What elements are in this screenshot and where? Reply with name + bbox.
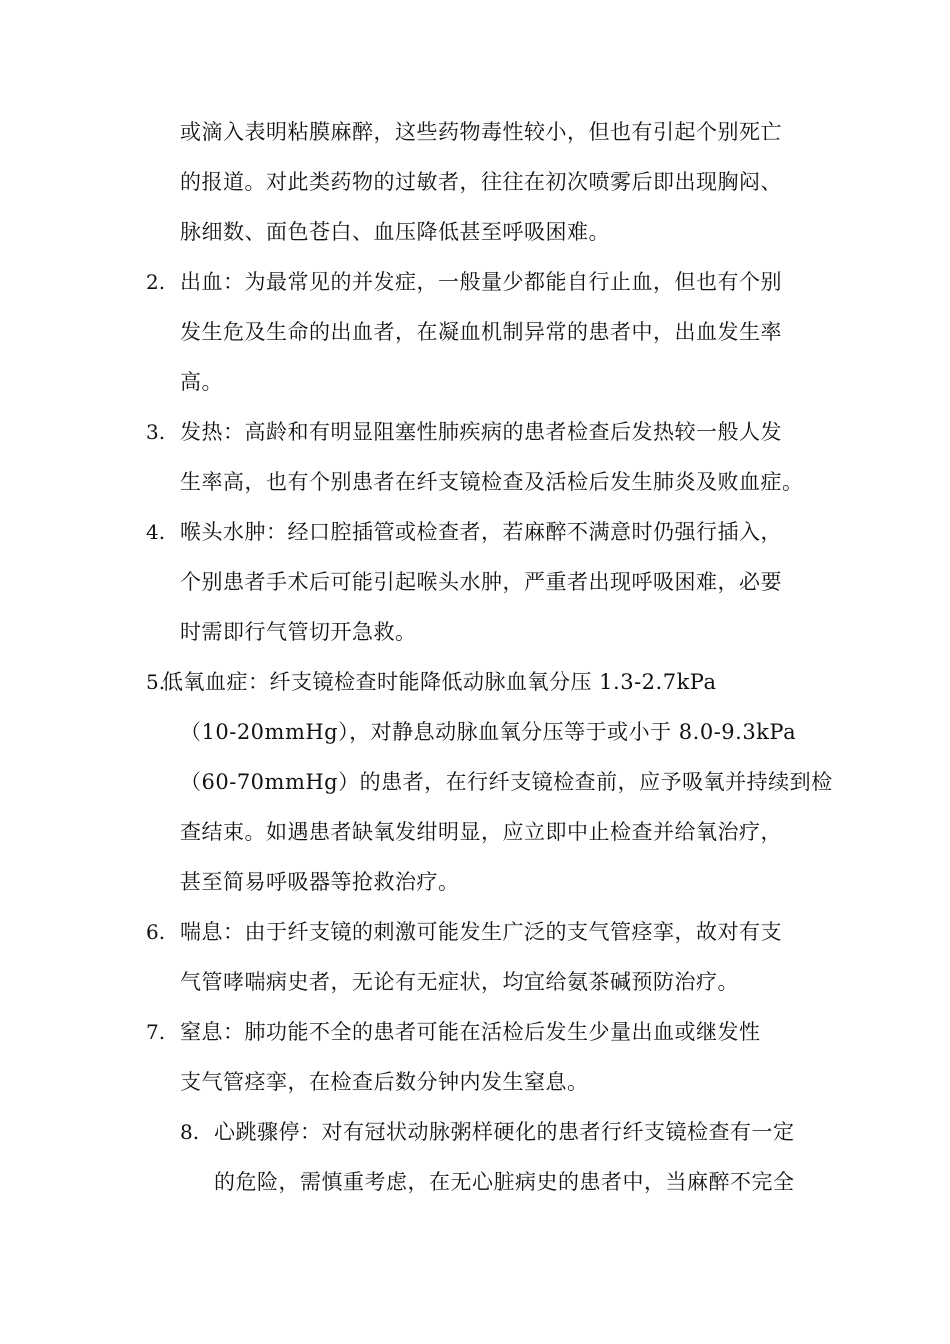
list-item-line: 支气管痉挛，在检查后数分钟内发生窒息。 [180,1070,589,1094]
intro-line: 脉细数、面色苍白、血压降低甚至呼吸困难。 [180,220,610,244]
intro-line: 的报道。对此类药物的过敏者，往往在初次喷雾后即出现胸闷、 [180,170,782,194]
list-item-number: 2. [146,270,166,294]
list-item-number: 4. [146,520,166,544]
list-item-line: 的危险，需慎重考虑，在无心脏病史的患者中，当麻醉不完全 [214,1170,795,1194]
list-item-line: 发热：高龄和有明显阻塞性肺疾病的患者检查后发热较一般人发 [180,420,782,444]
list-item-line: 低氧血症：纤支镜检查时能降低动脉血氧分压 1.3-2.7kPa [162,670,717,694]
list-item-line: 高。 [180,370,223,394]
list-item-number: 8. [180,1120,200,1144]
list-item-line: 喘息：由于纤支镜的刺激可能发生广泛的支气管痉挛，故对有支 [180,920,782,944]
list-item-line: 个别患者手术后可能引起喉头水肿，严重者出现呼吸困难，必要 [180,570,782,594]
list-item-number: 3. [146,420,166,444]
list-item-line: 出血：为最常见的并发症，一般量少都能自行止血，但也有个别 [180,270,782,294]
list-item-line: 气管哮喘病史者，无论有无症状，均宜给氨茶碱预防治疗。 [180,970,739,994]
list-item-number: 7. [146,1020,166,1044]
list-item-line: 甚至简易呼吸器等抢救治疗。 [180,870,460,894]
list-item-line: 发生危及生命的出血者，在凝血机制异常的患者中，出血发生率 [180,320,782,344]
list-item-line: 喉头水肿：经口腔插管或检查者，若麻醉不满意时仍强行插入， [180,520,782,544]
list-item-line: 心跳骤停：对有冠状动脉粥样硬化的患者行纤支镜检查有一定 [214,1120,795,1144]
list-item-line: 查结束。如遇患者缺氧发绀明显，应立即中止检查并给氧治疗， [180,820,782,844]
list-item-line: （10-20mmHg），对静息动脉血氧分压等于或小于 8.0-9.3kPa [180,720,797,744]
list-item-line: 生率高，也有个别患者在纤支镜检查及活检后发生肺炎及败血症。 [180,470,804,494]
list-item-line: （60-70mmHg）的患者，在行纤支镜检查前，应予吸氧并持续到检 [180,770,833,794]
list-item-number: 5. [146,670,166,694]
intro-line: 或滴入表明粘膜麻醉，这些药物毒性较小，但也有引起个别死亡 [180,120,782,144]
list-item-number: 6. [146,920,166,944]
list-item-line: 窒息：肺功能不全的患者可能在活检后发生少量出血或继发性 [180,1020,761,1044]
list-item-line: 时需即行气管切开急救。 [180,620,417,644]
